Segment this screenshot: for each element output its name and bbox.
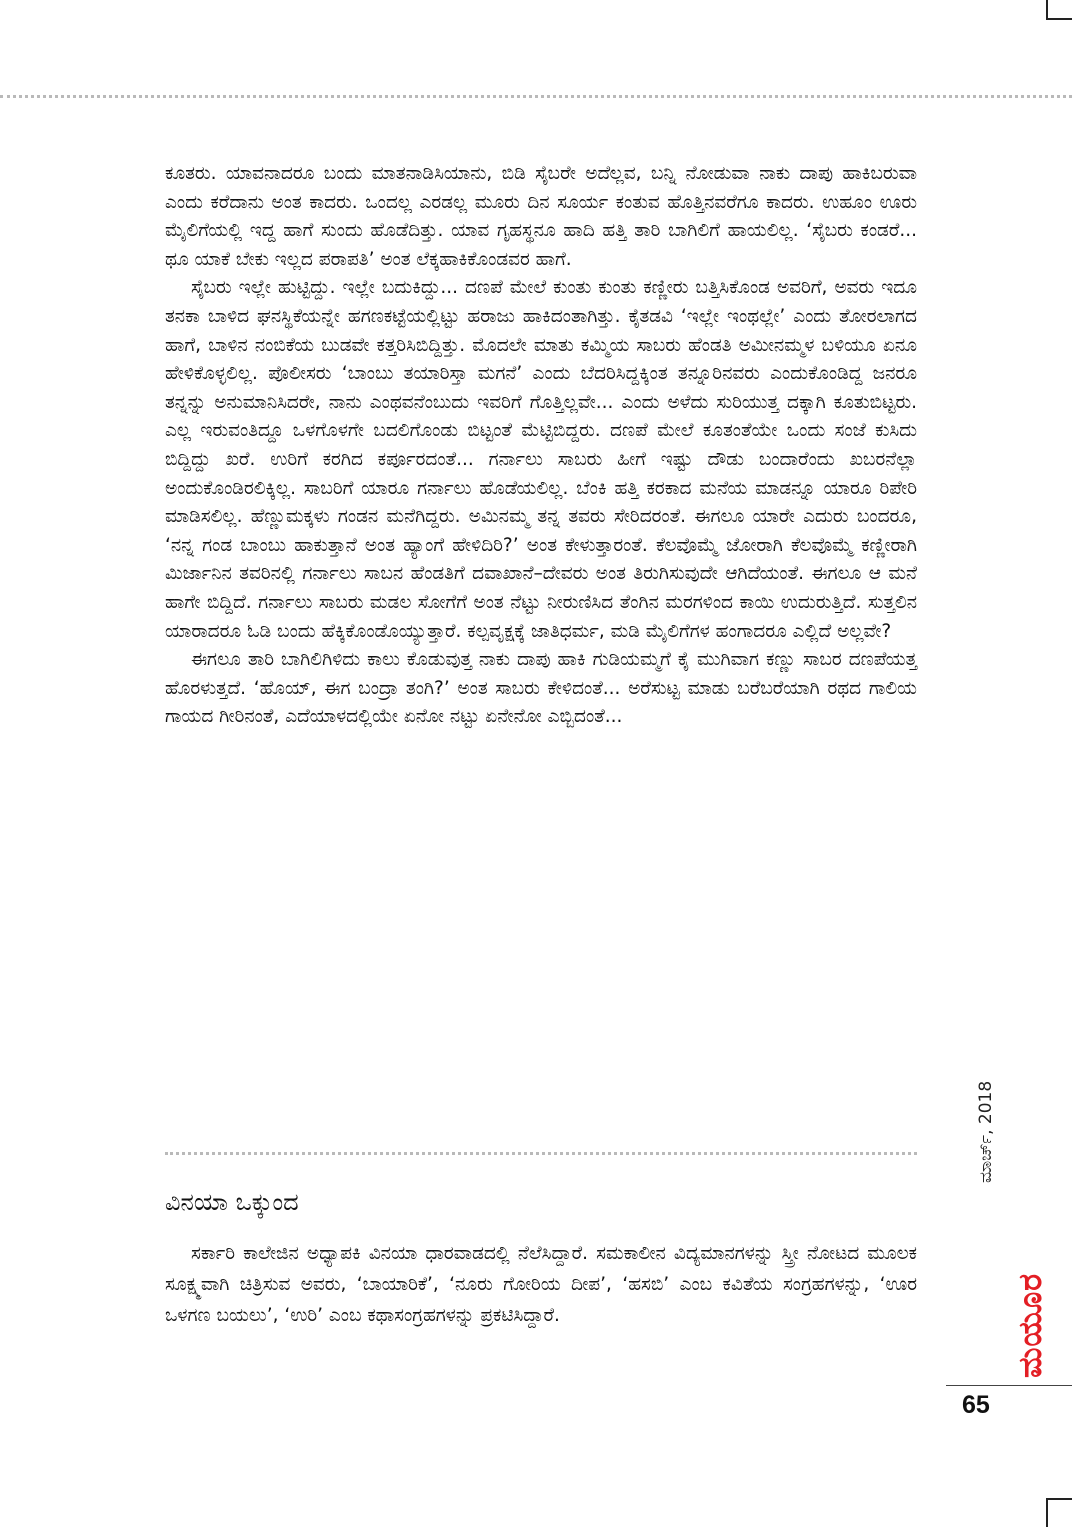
folio-rule	[946, 1385, 1072, 1386]
body-paragraph: ಈಗಲೂ ತಾರಿ ಬಾಗಿಲಿಗಿಳಿದು ಕಾಲು ಕೊಡುವುತ್ತ ನಾಕು ದಾಪು ಹಾಕಿ ಗುಡಿಯಮ್ಮಗೆ ಕೈ ಮುಗಿವಾಗ ಕಣ್ಣು ಸಾಬರ ದಣಪೆಯತ್ತ ಹೊರಳುತ್ತದೆ. ‘ಹೊಯ್, ಈಗ ಬಂದ್ರಾ ತಂಗಿ?’ ಅಂತ ಸಾಬರು ಕೇಳಿದಂತೆ... ಅರೆಸುಟ್ಟ ಮಾಡು ಬರೆಬರೆಯಾಗಿ ರಥದ ಗಾಲಿಯ ಗಾಯದ ಗೀರಿನಂತೆ, ಎದೆಯಾಳದಲ್ಲಿಯೇ ಏನೋ ನಟ್ಟು ಏನೇನೋ ಎಬ್ಬಿದಂತೆ...	[165, 649, 917, 728]
section-dotted-rule	[165, 1152, 917, 1155]
body-paragraph: ಸೈಬರು ಇಲ್ಲೇ ಹುಟ್ಟಿದ್ದು. ಇಲ್ಲೇ ಬದುಕಿದ್ದು... ದಣಪೆ ಮೇಲೆ ಕುಂತು ಕುಂತು ಕಣ್ಣೀರು ಬತ್ತಿಸಿಕೊಂಡ ಅವರಿಗೆ, ಅವರು ಇದೂ ತನಕಾ ಬಾಳಿದ ಘನಸ್ಥಿಕೆಯನ್ನೇ ಹಗಣಕಟ್ಟೆಯಲ್ಲಿಟ್ಟು ಹರಾಜು ಹಾಕಿದಂತಾಗಿತ್ತು. ಕೈತಡವಿ ‘ಇಲ್ಲೇ ಇಂಥಲ್ಲೇ’ ಎಂದು ತೋರಲಾಗದ ಹಾಗೆ, ಬಾಳಿನ ನಂಬಿಕೆಯ ಬುಡವೇ ಕತ್ತರಿಸಿಬಿದ್ದಿತ್ತು. ಮೊದಲೇ ಮಾತು ಕಮ್ಮಿಯ ಸಾಬರು ಹೆಂಡತಿ ಅಮೀನಮ್ಮಳ ಬಳಿಯೂ ಏನೂ ಹೇಳಿಕೊಳ್ಳಲಿಲ್ಲ. ಪೊಲೀಸರು ‘ಬಾಂಬು ತಯಾರಿಸ್ತಾ ಮಗನೆ’ ಎಂದು ಬೆದರಿಸಿದ್ದಕ್ಕಿಂತ ತನ್ನೂರಿನವರು ಎಂದುಕೊಂಡಿದ್ದ ಜನರೂ ತನ್ನನ್ನು ಅನುಮಾನಿಸಿದರೇ, ನಾನು ಎಂಥವನೆಂಬುದು ಇವರಿಗೆ ಗೊತ್ತಿಲ್ಲವೇ... ಎಂದು ಅಳೆದು ಸುರಿಯುತ್ತ ದಕ್ಕಾಗಿ ಕೂತುಬಿಟ್ಟರು. ಎಲ್ಲ ಇರುವಂತಿದ್ದೂ ಒಳಗೊಳಗೇ ಬದಲಿಗೊಂಡು ಬಿಟ್ಟಂತೆ ಮೆಟ್ಟಿಬಿದ್ದರು. ದಣಪೆ ಮೇಲೆ ಕೂತಂತೆಯೇ ಒಂದು ಸಂಜೆ ಕುಸಿದು ಬಿದ್ದಿದ್ದು ಖರೆ. ಉರಿಗೆ ಕರಗಿದ ಕರ್ಪೂರದಂತೆ... ಗರ್ನಾಲು ಸಾಬರು ಹೀಗೆ ಇಷ್ಟು ದೌಡು ಬಂದಾರೆಂದು ಖಬರನೆಲ್ಲಾ ಅಂದುಕೊಂಡಿರಲಿಕ್ಕಿಲ್ಲ. ಸಾಬರಿಗೆ ಯಾರೂ ಗರ್ನಾಲು ಹೊಡೆಯಲಿಲ್ಲ. ಬೆಂಕಿ ಹತ್ತಿ ಕರಕಾದ ಮನೆಯ ಮಾಡನ್ನೂ ಯಾರೂ ರಿಪೇರಿ ಮಾಡಿಸಲಿಲ್ಲ. ಹೆಣ್ಣುಮಕ್ಕಳು ಗಂಡನ ಮನೆಗಿದ್ದರು. ಅಮಿನಮ್ಮ ತನ್ನ ತವರು ಸೇರಿದರಂತೆ. ಈಗಲೂ ಯಾರೇ ಎದುರು ಬಂದರೂ, ‘ನನ್ನ ಗಂಡ ಬಾಂಬು ಹಾಕುತ್ತಾನೆ ಅಂತ ಹ್ಯಾಂಗೆ ಹೇಳಿದಿರಿ?’ ಅಂತ ಕೇಳುತ್ತಾರಂತೆ. ಕೆಲವೊಮ್ಮೆ ಜೋರಾಗಿ ಕೆಲವೊಮ್ಮೆ ಕಣ್ಣೀರಾಗಿ ಮಿರ್ಜಾನಿನ ತವರಿನಲ್ಲಿ ಗರ್ನಾಲು ಸಾಬನ ಹೆಂಡತಿಗೆ ದವಾಖಾನೆ–ದೇವರು ಅಂತ ತಿರುಗಿಸುವುದೇ ಆಗಿದೆಯಂತೆ. ಈಗಲೂ ಆ ಮನೆ ಹಾಗೇ ಬಿದ್ದಿದೆ. ಗರ್ನಾಲು ಸಾಬರು ಮಡಲ ಸೋಗೆಗೆ ಅಂತ ನೆಟ್ಟು ನೀರುಣಿಸಿದ ತೆಂಗಿನ ಮರಗಳಿಂದ ಕಾಯಿ ಉದುರುತ್ತಿದೆ. ಸುತ್ತಲಿನ ಯಾರಾದರೂ ಓಡಿ ಬಂದು ಹೆಕ್ಕಿಕೊಂಡೊಯ್ಯುತ್ತಾರೆ. ಕಲ್ಪವೃಕ್ಷಕ್ಕೆ ಜಾತಿಧರ್ಮ, ಮಡಿ ಮೈಲಿಗೆಗಳ ಹಂಗಾದರೂ ಎಲ್ಲಿದೆ ಅಲ್ಲವೇ?	[165, 277, 917, 642]
body-paragraph: ಕೂತರು. ಯಾವನಾದರೂ ಬಂದು ಮಾತನಾಡಿಸಿಯಾನು, ಬಿಡಿ ಸೈಬರೇ ಅದೆಲ್ಲವ, ಬನ್ನಿ ನೋಡುವಾ ನಾಕು ದಾಪು ಹಾಕಿಬರುವಾ ಎಂದು ಕರೆದಾನು ಅಂತ ಕಾದರು. ಒಂದಲ್ಲ ಎರಡಲ್ಲ ಮೂರು ದಿನ ಸೂರ್ಯ ಕಂತುವ ಹೊತ್ತಿನವರೆಗೂ ಕಾದರು. ಉಹೂಂ ಊರು ಮೈಲಿಗೆಯಲ್ಲಿ ಇದ್ದ ಹಾಗೆ ಸುಂದು ಹೊಡೆದಿತ್ತು. ಯಾವ ಗೃಹಸ್ಥನೂ ಹಾದಿ ಹತ್ತಿ ತಾರಿ ಬಾಗಿಲಿಗೆ ಹಾಯಲಿಲ್ಲ. ‘ಸೈಬರು ಕಂಡರೆ... ಥೂ ಯಾಕೆ ಬೇಕು ಇಲ್ಲದ ಪರಾಪತಿ’ ಅಂತ ಲೆಕ್ಕಹಾಕಿಕೊಂಡವರ ಹಾಗೆ.	[165, 163, 917, 270]
magazine-logo: ಮಯೂರ	[1011, 1272, 1049, 1378]
crop-mark-top-right	[1046, 0, 1072, 20]
author-name: ವಿನಯಾ ಒಕ್ಕುಂದ	[165, 1188, 299, 1216]
author-bio: ಸರ್ಕಾರಿ ಕಾಲೇಜಿನ ಅಧ್ಯಾಪಕಿ ವಿನಯಾ ಧಾರವಾಡದಲ್ಲಿ ನೆಲೆಸಿದ್ದಾರೆ. ಸಮಕಾಲೀನ ವಿದ್ಯಮಾನಗಳನ್ನು ಸ್ತ್ರೀ ನೋಟದ ಮೂಲಕ ಸೂಕ್ಷ್ಮವಾಗಿ ಚಿತ್ರಿಸುವ ಅವರು, ‘ಬಾಯಾರಿಕೆ’, ‘ನೂರು ಗೋರಿಯ ದೀಪ’, ‘ಹಸಬಿ’ ಎಂಬ ಕವಿತೆಯ ಸಂಗ್ರಹಗಳನ್ನು, ‘ಊರ ಒಳಗಣ ಬಯಲು’, ‘ಉರಿ’ ಎಂಬ ಕಥಾಸಂಗ್ರಹಗಳನ್ನು ಪ್ರಕಟಿಸಿದ್ದಾರೆ.	[165, 1243, 917, 1326]
story-body	[165, 160, 917, 732]
crop-mark-bottom-right	[1046, 1498, 1072, 1527]
page-number: 65	[962, 1391, 990, 1419]
issue-date: ಮಾರ್ಚ್, 2018	[976, 1080, 996, 1183]
header-dotted-rule	[0, 95, 1072, 98]
